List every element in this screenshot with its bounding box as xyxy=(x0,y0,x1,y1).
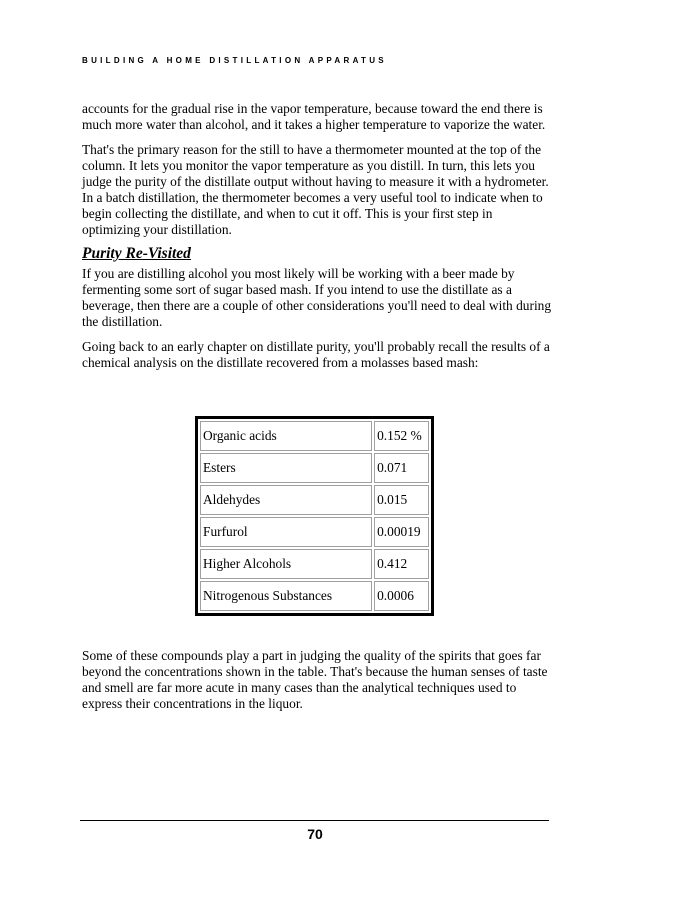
table-row xyxy=(200,453,429,483)
paragraph-vapor-temperature: accounts for the gradual rise in the vapor temperature, because toward the end there is much more water than alcohol, and it takes a higher temperature to vaporize the water. xyxy=(82,101,546,132)
compound-cell: Furfurol xyxy=(200,517,372,547)
page-number: 70 xyxy=(307,826,323,842)
paragraph-thermometer: That's the primary reason for the still to have a thermometer mounted at the top of the column. It lets you monitor the vapor temperature as you distill. In turn, this lets you judge the purity of the distillate output without having to measure it with a hydrometer. In a batch distillation, the thermometer becomes a very useful tool to indicate when to begin collecting the distillate, and when to cut it off. This is your first step in optimizing your distillation. xyxy=(82,142,549,237)
paragraph-chemical-analysis: Going back to an early chapter on distillate purity, you'll probably recall the results of a chemical analysis on the distillate recovered from a molasses based mash: xyxy=(82,339,550,370)
value-cell: 0.071 xyxy=(374,453,429,483)
compound-cell: Nitrogenous Substances xyxy=(200,581,372,611)
table-row xyxy=(200,485,429,515)
value-cell: 0.00019 xyxy=(374,517,429,547)
value-cell: 0.015 xyxy=(374,485,429,515)
table-row xyxy=(200,581,429,611)
table-row xyxy=(200,517,429,547)
value-cell: 0.152 % xyxy=(374,421,429,451)
running-header: BUILDING A HOME DISTILLATION APPARATUS xyxy=(82,56,387,65)
paragraph-beer-mash: If you are distilling alcohol you most likely will be working with a beer made by fermenting some sort of sugar based mash. If you intend to use the distillate as a beverage, then there are a couple of other considerations you'll need to deal with during the distillation. xyxy=(82,266,552,329)
compound-cell: Higher Alcohols xyxy=(200,549,372,579)
table-row xyxy=(200,421,429,451)
paragraph-senses: Some of these compounds play a part in judging the quality of the spirits that goes far beyond the concentrations shown in the table. That's because the human senses of taste and smell are far more acute in many cases than the analytical techniques used to express their concentrations in the liquor. xyxy=(82,648,548,711)
analysis-table xyxy=(195,416,434,616)
section-heading-purity: Purity Re-Visited xyxy=(82,245,191,262)
compound-cell: Organic acids xyxy=(200,421,372,451)
footer-rule xyxy=(80,820,549,821)
page-content xyxy=(82,101,552,721)
compound-cell: Esters xyxy=(200,453,372,483)
table-row xyxy=(200,549,429,579)
compound-cell: Aldehydes xyxy=(200,485,372,515)
value-cell: 0.0006 xyxy=(374,581,429,611)
analysis-table-wrapper xyxy=(195,416,434,616)
value-cell: 0.412 xyxy=(374,549,429,579)
